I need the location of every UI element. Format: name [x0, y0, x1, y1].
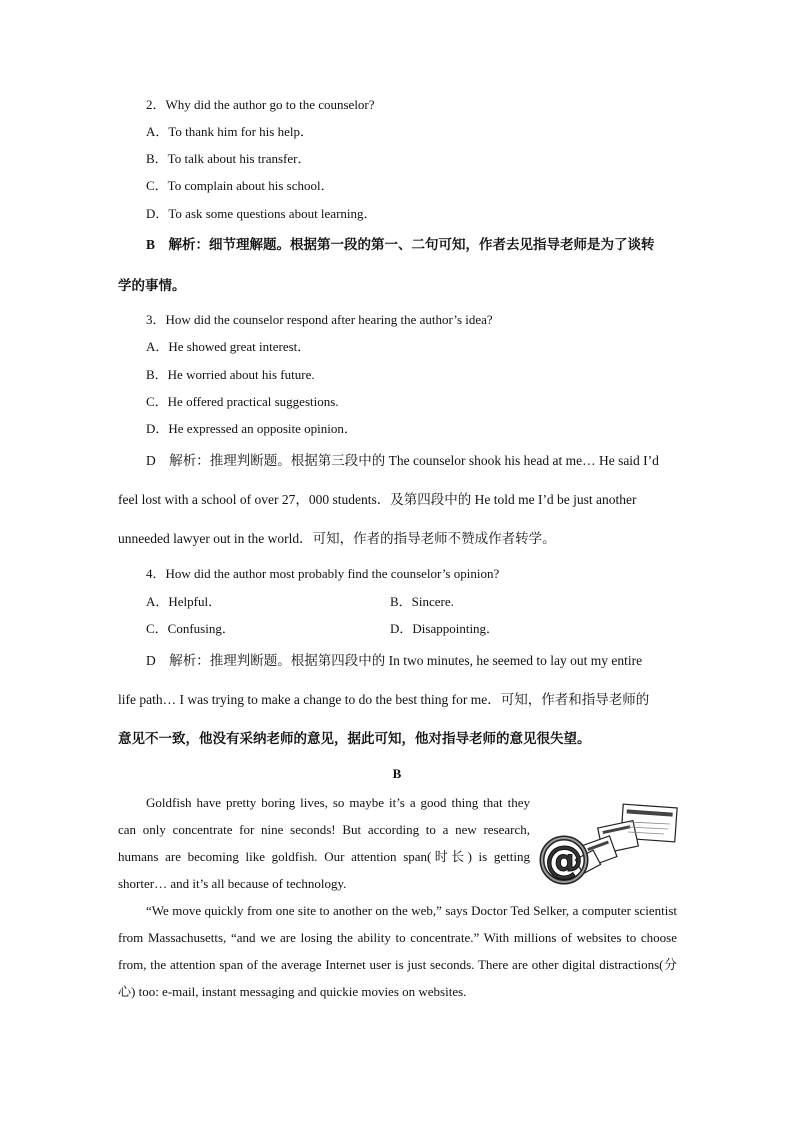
question-4-stem: 4．How did the author most probably find the counselor’s opinion? [146, 566, 500, 581]
section-b-paragraph-1: Goldfish have pretty boring lives, so maybe it’s a good thing that they can only concentrate for nine seconds! But according to a new research, humans are becoming like goldfish. Our attention span(时长) is getting shorter… and it’s all because of technology. [118, 795, 530, 891]
question-3-answer-line-2: feel lost with a school of over 27，000 students．及第四段中的 He told me I’d be just another [118, 492, 637, 507]
question-2-stem: 2．Why did the author go to the counselor? [146, 97, 375, 112]
question-4-option-d: D．Disappointing． [390, 621, 500, 636]
section-b-paragraph-2: “We move quickly from one site to another on the web,” says Doctor Ted Selker, a computer scientist from Massachusetts, “and we are losing the ability to concentrate.” With millions of websites to choose from, the attention span of the average Internet user is just seconds. There are other digital distractions(分心) too: e-mail, instant messaging and quickie movies on websites. [118, 903, 677, 999]
question-2-answer-line-2: 学的事情。 [118, 278, 186, 293]
section-b-heading: B [392, 766, 402, 781]
question-4-option-c: C．Confusing． [146, 621, 235, 636]
svg-text:@: @ [545, 838, 583, 882]
question-3-answer-line-3: unneeded lawyer out in the world．可知，作者的指导老师不赞成作者转学。 [118, 531, 556, 546]
question-4-answer-line-3: 意见不一致，他没有采纳老师的意见，据此可知，他对指导老师的意见很失望。 [118, 731, 591, 746]
question-3-stem: 3．How did the counselor respond after hearing the author’s idea? [146, 312, 493, 327]
question-2-option-b: B．To talk about his transfer． [146, 151, 311, 166]
question-3-option-a: A．He showed great interest． [146, 339, 311, 354]
question-3-option-b: B．He worried about his future. [146, 367, 315, 382]
question-4-answer-line-2: life path… I was trying to make a change to do the best thing for me．可知，作者和指导老师的 [118, 692, 650, 707]
question-2-option-a: A．To thank him for his help． [146, 124, 313, 139]
question-4-option-a: A．Helpful． [146, 594, 222, 609]
question-2-option-c: C．To complain about his school． [146, 178, 334, 193]
question-2-answer-line-1: B 解析：细节理解题。根据第一段的第一、二句可知，作者去见指导老师是为了谈转 [146, 237, 655, 252]
question-4-answer-line-1: D 解析：推理判断题。根据第四段中的 In two minutes, he seemed to lay out my entire [146, 653, 643, 668]
question-3-answer-line-1: D 解析：推理判断题。根据第三段中的 The counselor shook his head at me… He said I’d [146, 453, 659, 468]
question-2-option-d: D．To ask some questions about learning． [146, 206, 377, 221]
question-3-option-d: D．He expressed an opposite opinion． [146, 421, 357, 436]
at-sign-illustration [538, 800, 680, 894]
question-3-option-c: C．He offered practical suggestions. [146, 394, 339, 409]
question-4-option-b: B．Sincere. [390, 594, 454, 609]
